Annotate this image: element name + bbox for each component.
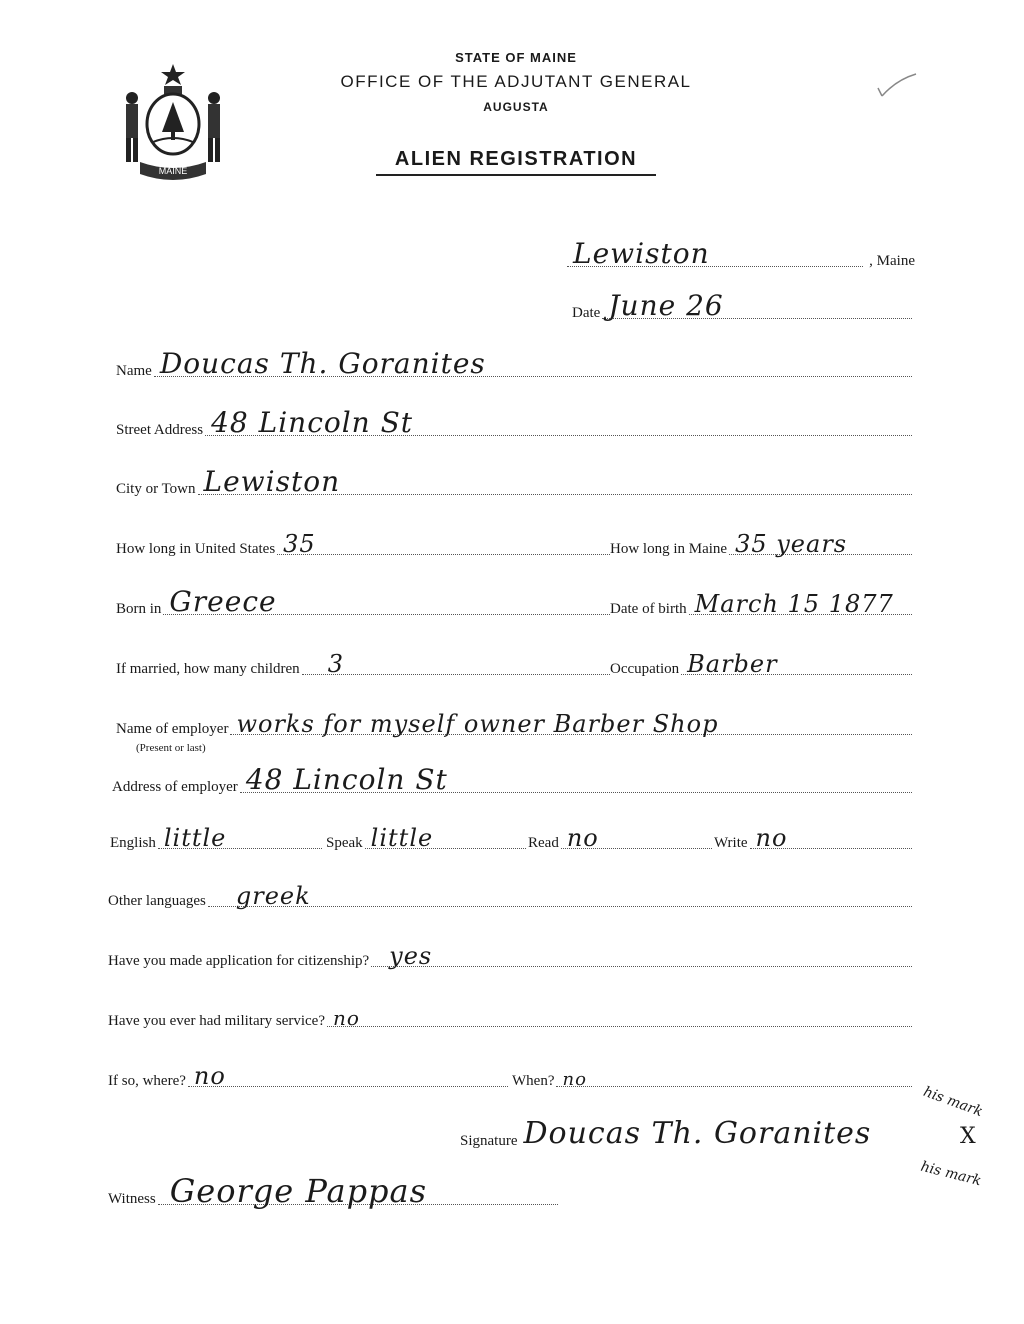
when-label: When? [512,1073,555,1089]
street-address-field [116,401,912,441]
street-address-value: 48 Lincoln St [211,406,414,439]
maine-years-label: How long in Maine [610,541,728,557]
other-languages-value: greek [235,882,311,910]
city-label: City or Town [116,481,196,497]
form-title: ALIEN REGISTRATION [376,148,656,176]
english-value: little [163,824,227,852]
date-value: June 26 [608,289,724,322]
speak-label: Speak [326,835,363,851]
date-label: Date [572,305,601,321]
employer-field [116,700,912,740]
military-field [108,992,912,1032]
children-field [116,640,610,680]
city-value: Lewiston [203,465,341,498]
military-value: no [333,1006,360,1030]
city-fill[interactable] [198,454,912,498]
write-fill[interactable] [750,808,912,852]
city-heading: AUGUSTA [483,100,549,114]
children-value: 3 [327,650,344,678]
citizenship-label: Have you made application for citizenship? [108,953,370,969]
employer-sublabel: (Present or last) [136,742,206,754]
employer-address-label: Address of employer [112,779,238,795]
name-value: Doucas Th. Goranites [159,347,486,380]
born-in-label: Born in [116,601,162,617]
employer-fill[interactable] [230,694,912,738]
place-fill[interactable] [567,226,863,270]
read-field [528,814,712,854]
where-fill[interactable] [188,1046,508,1090]
when-field [512,1052,912,1092]
children-fill[interactable] [302,634,610,678]
read-label: Read [528,835,559,851]
when-value: no [562,1069,587,1090]
place-label: , Maine [869,253,915,269]
street-address-fill[interactable] [205,395,912,439]
when-fill[interactable] [556,1046,912,1090]
read-value: no [566,824,599,852]
military-fill[interactable] [327,986,912,1030]
military-label: Have you ever had military service? [108,1013,325,1029]
maine-years-value: 35 years [735,530,848,558]
date-fill[interactable] [602,278,912,322]
employer-address-value: 48 Lincoln St [245,763,448,796]
where-label: If so, where? [108,1073,186,1089]
write-value: no [755,824,788,852]
date-field [572,284,912,324]
other-languages-field [108,872,912,912]
maine-years-field [610,520,912,560]
name-field [116,342,912,382]
english-fill[interactable] [158,808,322,852]
other-languages-label: Other languages [108,893,206,909]
citizenship-field [108,932,912,972]
occupation-field [610,640,912,680]
office-heading: OFFICE OF THE ADJUTANT GENERAL [340,72,692,91]
born-in-fill[interactable] [163,574,610,618]
his-mark-note-top: his mark [921,1083,985,1121]
name-label: Name [116,363,152,379]
where-field [108,1052,508,1092]
occupation-value: Barber [687,650,778,678]
witness-field [108,1170,558,1210]
witness-label: Witness [108,1191,156,1207]
place-field [565,232,915,272]
check-mark-icon [872,70,922,100]
seal-banner-text: MAINE [158,166,188,176]
speak-field [326,814,526,854]
speak-value: little [370,824,434,852]
occupation-label: Occupation [610,661,680,677]
born-in-value: Greece [169,585,277,618]
citizenship-value: yes [389,942,433,970]
us-years-fill[interactable] [277,514,610,558]
signature-value: Doucas Th. Goranites [523,1116,872,1151]
children-label: If married, how many children [116,661,300,677]
witness-fill[interactable] [158,1164,558,1210]
city-field [116,460,912,500]
place-value: Lewiston [573,237,710,270]
employer-address-fill[interactable] [240,752,912,796]
signature-label: Signature [460,1133,518,1149]
where-value: no [193,1062,226,1090]
born-in-field [116,580,610,620]
speak-fill[interactable] [365,808,526,852]
english-field [110,814,322,854]
date-of-birth-fill[interactable] [689,574,912,618]
signature-field [460,1112,912,1152]
english-label: English [110,835,156,851]
employer-value: works for myself owner Barber Shop [236,710,719,738]
signature-fill[interactable] [520,1107,913,1151]
street-address-label: Street Address [116,422,204,438]
us-years-field [116,520,610,560]
read-fill[interactable] [561,808,712,852]
date-of-birth-field [610,580,912,620]
signature-x-mark: X [960,1124,976,1149]
his-mark-note-bottom: his mark [918,1158,983,1190]
us-years-label: How long in United States [116,541,276,557]
us-years-value: 35 [283,530,316,558]
maine-years-fill[interactable] [729,514,912,558]
citizenship-fill[interactable] [371,926,912,970]
date-of-birth-value: March 15 1877 [694,590,894,618]
employer-label: Name of employer [116,721,229,737]
name-fill[interactable] [154,336,912,380]
write-field [714,814,912,854]
date-of-birth-label: Date of birth [610,601,687,617]
other-languages-fill[interactable] [208,866,912,910]
state-heading: STATE OF MAINE [455,50,577,65]
employer-address-field [112,758,912,798]
write-label: Write [714,835,748,851]
witness-value: George Pappas [169,1172,428,1210]
occupation-fill[interactable] [681,634,912,678]
